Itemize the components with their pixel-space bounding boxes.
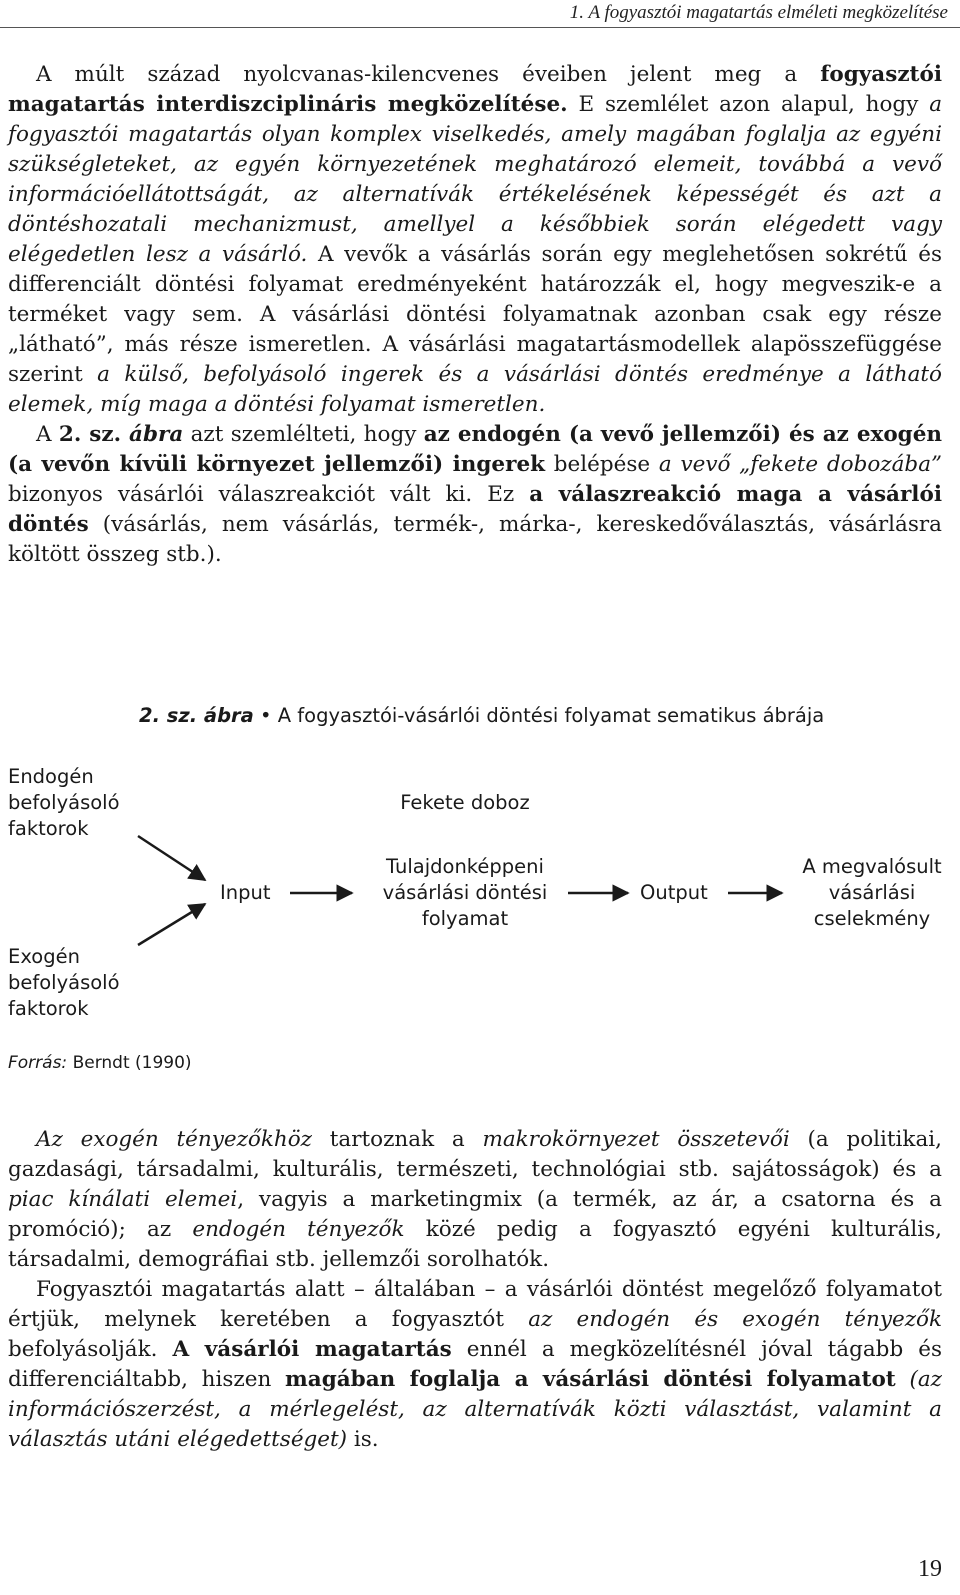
input-label: Input — [220, 881, 271, 904]
black-box-label: Fekete doboz — [400, 791, 530, 814]
text-run: A múlt század nyolcvanas-kilencvenes éveiben jelent meg a — [36, 62, 821, 87]
paragraph — [8, 1125, 942, 1275]
exogen-arrow — [138, 904, 205, 945]
figure-number: 2. sz. ábra — [139, 704, 254, 727]
text-run: A vásárlói magatartás — [172, 1337, 452, 1362]
text-run: közé pedig a fogyasztó egyéni kulturális, társadalmi, demográfiai stb. jellemzői sorolhatók. — [8, 1217, 943, 1272]
chapter-title: 1. A fogyasztói magatartás elméleti megközelítése — [569, 2, 948, 23]
text-run: makrokörnyezet összetevői — [482, 1127, 790, 1152]
text-run: E szemlélet azon alapul, hogy — [567, 92, 930, 117]
endogen-arrow — [138, 836, 205, 880]
text-run: az endogén (a vevő jellemzői) és az exogén (a vevőn kívüli környezet jellemzői) ingerek — [8, 422, 943, 477]
text-run: ennél a megközelítésnél jóval tágabb és differenciáltabb, hiszen — [8, 1337, 942, 1392]
text-run: is. — [347, 1427, 379, 1452]
text-run: bizonyos vásárlói válaszreakciót vált ki. Ez — [8, 482, 530, 507]
source-label: Forrás: — [8, 1053, 68, 1073]
text-run: A — [36, 422, 59, 447]
page-number: 19 — [918, 1556, 942, 1582]
text-run: azt szemlélteti, hogy — [183, 422, 424, 447]
text-run: , vagyis a marketingmix (a termék, az ár, a csatorna és a promóció); az — [8, 1187, 942, 1242]
caption-text: A fogyasztói-vásárlói döntési folyamat sematikus ábrája — [277, 704, 825, 727]
output-label: Output — [640, 881, 708, 904]
text-run: (az információszerzést, a mérlegelést, az alternatívák közti választást, valamint a választás utáni elégedettséget) — [8, 1367, 942, 1452]
text-run: endogén tényezők — [192, 1217, 405, 1242]
exogen-factors-label: Exogén befolyásoló faktorok — [8, 945, 120, 1020]
decision-process-label: Tulajdonképpeni vásárlási döntési folyamat — [382, 855, 548, 930]
text-run: a válaszreakció maga a vásárlói döntés — [8, 482, 942, 537]
text-run: ábra — [129, 422, 184, 447]
text-run: (vásárlás, nem vásárlás, termék-, márka-, kereskedőválasztás, vásárlásra költött összeg stb.). — [8, 512, 942, 567]
text-run: a vevő „fekete dobozába” — [658, 452, 943, 477]
caption-bullet: • — [260, 704, 272, 727]
text-run: az endogén és exogén tényezők — [528, 1307, 942, 1332]
text-run: (a politikai, gazdasági, társadalmi, kulturális, természeti, technológiai stb. sajátosságok) és a — [8, 1127, 942, 1182]
text-run: Az exogén tényezőkhöz — [36, 1127, 312, 1152]
paragraph — [8, 1275, 942, 1455]
text-run: a külső, befolyásoló ingerek és a vásárlási döntés eredménye a látható elemek, míg maga a döntési folyamat ismeretlen. — [8, 362, 942, 417]
text-run: tartoznak a — [312, 1127, 483, 1152]
text-run: befolyásolják. — [8, 1337, 173, 1362]
text-run: 2. sz. — [58, 422, 130, 447]
text-run — [896, 1367, 910, 1392]
text-run: A vevők a vásárlás során egy meglehetősen sokrétű és differenciált döntési folyamat eredményeként határozzák el, hogy megveszik-e a terméket vagy sem. A vásárlási döntési folyamatnak azonban csak egy része „látható”, más része ismeretlen. A vásárlási magatartásmodellek alapösszefüggése szerint — [8, 242, 942, 387]
text-run: fogyasztói magatartás interdiszciplináris megközelítése. — [8, 62, 942, 117]
purchase-action-label: A megvalósult vásárlási cselekmény — [802, 855, 942, 930]
text-run: belépése — [545, 452, 659, 477]
text-run: Fogyasztói magatartás alatt – általában – a vásárlói döntést megelőző folyamatot értjük, melynek keretében a fogyasztót — [8, 1277, 942, 1332]
text-run: magában foglalja a vásárlási döntési folyamatot — [285, 1367, 896, 1392]
endogen-factors-label: Endogén befolyásoló faktorok — [8, 765, 120, 840]
exogen-endogen-text — [8, 1125, 942, 1455]
text-run: piac kínálati elemei — [8, 1187, 238, 1212]
source-text: Berndt (1990) — [67, 1053, 192, 1073]
text-run: a fogyasztói magatartás olyan komplex viselkedés, amely magában foglalja az egyéni szükségleteket, az egyén környezetének meghatározó elemeit, továbbá a vevő információellátottságát, az alternatívák értékelésének képességét és azt a döntéshozatali mechanizmust, amellyel a későbbiek során elégedett vagy elégedetlen lesz a vásárló. — [8, 92, 943, 267]
